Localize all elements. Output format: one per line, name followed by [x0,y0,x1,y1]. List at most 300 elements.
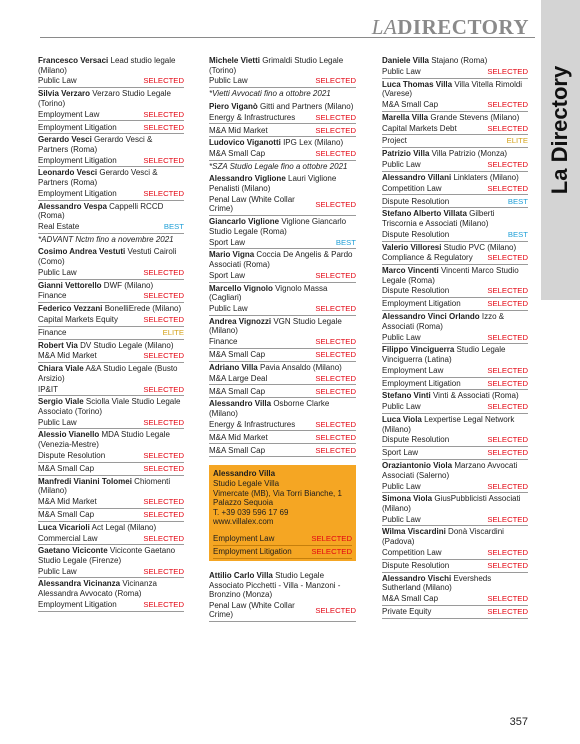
ranking-badge: BEST [507,196,528,206]
lawyer-entry [382,574,528,619]
page-number: 357 [509,716,528,728]
lawyer-entry [209,138,356,173]
practice-row [382,135,528,148]
practice-row [209,349,356,362]
practice-area: Employment Litigation [382,299,461,309]
lawyer-entry [382,527,528,572]
ranking-badge: SELECTED [487,332,528,342]
firm-name: Lexpertise Legal Network (Milano) [382,415,515,434]
lawyer-heading [209,363,356,373]
lawyer-name: Silvia Verzaro [38,89,91,99]
lawyer-heading [38,202,184,221]
practice-row [382,434,528,447]
practice-row [213,533,352,546]
firm-name: Vestuti Cairoli (Como) [38,247,177,266]
practice-area: Public Law [38,566,77,576]
lawyer-heading [382,312,528,331]
lawyer-entry [382,415,528,460]
ranking-badge: SELECTED [487,123,528,133]
ranking-badge: SELECTED [143,599,184,609]
lawyer-entry [38,523,184,546]
ranking-badge: SELECTED [487,99,528,109]
firm-name: VGN Studio Legale (Milano) [209,316,342,336]
lawyer-heading [382,209,528,228]
practice-row [38,599,184,612]
lawyer-name: Filippo Vinciguerra [382,345,455,355]
lawyer-entry [38,304,184,340]
firm-name: Gerardo Vesci & Partners (Roma) [38,135,153,154]
lawyer-entry [38,579,184,611]
firm-name: Vignolo Massa (Cagliari) [209,283,328,303]
practice-row [38,314,184,327]
lawyer-name: Attilio Carlo Villa [209,570,273,580]
practice-area: M&A Mid Market [38,351,97,361]
practice-area: Sport Law [209,270,246,280]
practice-row [209,303,356,316]
practice-area: Public Law [209,76,248,86]
ranking-badge: SELECTED [315,445,356,455]
firm-name: Verzaro Studio Legale (Torino) [38,89,171,108]
firm-name: Izzo & Associati (Roma) [382,312,505,331]
firm-name: Villa Patrizio (Monza) [429,149,508,159]
ranking-badge: SELECTED [487,593,528,603]
practice-row [38,450,184,463]
practice-row [209,385,356,398]
practice-row [38,188,184,201]
lawyer-name: Wilma Viscardini [382,527,446,537]
lawyer-heading [38,523,184,533]
firm-name: DWF (Milano) [101,280,154,290]
practice-area: Finance [38,291,67,301]
practice-area: Compliance & Regulatory [382,253,473,263]
lawyer-entry [38,135,184,167]
lawyer-heading [38,135,184,154]
practice-area: Finance [209,337,238,347]
ranking-badge: SELECTED [315,112,356,122]
lawyer-heading [38,168,184,187]
lawyer-heading [209,138,356,148]
lawyer-name: Simona Viola [382,494,433,504]
lawyer-entry [382,113,528,149]
ranking-badge: SELECTED [315,605,356,615]
lawyer-heading [209,317,356,336]
practice-area: Employment Law [38,109,100,119]
practice-row [38,221,184,234]
lawyer-heading [209,217,356,236]
lawyer-name: Marella Villa [382,112,429,122]
practice-row [38,121,184,134]
practice-row [209,124,356,137]
lawyer-entry [209,250,356,282]
lawyer-entry [382,266,528,311]
ranking-badge: SELECTED [487,253,528,263]
lawyer-heading [382,173,528,183]
practice-row [382,182,528,195]
ranking-badge: SELECTED [487,183,528,193]
practice-area: Competition Law [382,547,442,557]
firm-name: Viglione Giancarlo Studio Legale (Roma) [209,217,347,236]
firm-name: Grimaldi Studio Legale (Torino) [209,56,344,75]
practice-area: Dispute Resolution [38,450,106,460]
ranking-badge: SELECTED [311,547,352,557]
practice-area: Finance [38,327,67,337]
practice-row [382,365,528,378]
practice-row [382,159,528,172]
practice-row [382,547,528,560]
practice-row [38,75,184,88]
lawyer-name: Luca Thomas Villa [382,79,453,89]
ranking-badge: SELECTED [487,402,528,412]
lawyer-name: Alessandro Villa [209,399,272,409]
lawyer-entry [38,89,184,134]
ranking-badge: SELECTED [143,122,184,132]
practice-row [382,514,528,527]
lawyer-name: Ludovico Viganotti [209,138,281,148]
ranking-badge: SELECTED [487,378,528,388]
lawyer-name: Alessio Vianello [38,430,100,440]
ranking-badge: SELECTED [487,547,528,557]
ranking-badge: SELECTED [143,533,184,543]
practice-area: Public Law [382,160,421,170]
practice-row [382,480,528,493]
practice-area: Employment Litigation [38,122,117,132]
practice-area: Capital Markets Debt [382,123,457,133]
lawyer-heading [38,341,184,351]
lawyer-name: Cosimo Andrea Vestuti [38,247,126,257]
lawyer-heading [382,149,528,159]
practice-row [38,532,184,545]
practice-area: Energy & Infrastructures [209,419,296,429]
lawyer-heading [38,477,184,496]
lawyer-entry [38,364,184,396]
firm-name: Cappelli RCCD (Roma) [38,201,164,221]
lawyer-heading [382,415,528,434]
lawyer-heading [382,494,528,513]
ranking-badge: SELECTED [143,188,184,198]
practice-row [382,298,528,311]
practice-area: Public Law [382,481,421,491]
practice-area: Employment Litigation [382,378,461,388]
contact-line: Studio Legale Villa [213,479,280,488]
practice-row [382,606,528,619]
ranking-badge: SELECTED [143,509,184,519]
lawyer-heading [38,397,184,416]
practice-row [209,372,356,385]
practice-row [382,285,528,298]
ranking-badge: BEST [335,237,356,247]
lawyer-entry [38,477,184,522]
firm-name: Viciconte Gaetano Studio Legale (Firenze) [38,546,176,565]
practice-row [382,331,528,344]
ranking-badge: SELECTED [487,66,528,76]
firm-name: Vicinanza Alessandra Avvocato (Roma) [38,579,157,599]
lawyer-entry [38,56,184,88]
practice-row [38,509,184,522]
practice-area: M&A Small Cap [209,350,266,359]
practice-area: Employment Litigation [38,599,117,609]
lawyer-heading [209,571,356,600]
ranking-badge: SELECTED [487,299,528,309]
practice-area: Penal Law (White Collar Crime) [209,194,295,214]
lawyer-heading [209,102,356,112]
practice-row [209,419,356,432]
ranking-badge: SELECTED [143,463,184,473]
practice-row [209,444,356,457]
ranking-badge: ELITE [162,327,184,337]
practice-area: Real Estate [38,221,80,231]
practice-row [38,350,184,363]
firm-name: GiusPubblicisti Associati (Milano) [382,494,521,513]
lawyer-heading [38,247,184,266]
directory-logo [372,15,529,40]
contact-line: www.villalex.com [213,517,274,527]
practice-area: Dispute Resolution [382,196,450,206]
firm-name: Donà Viscardini (Padova) [382,527,504,547]
lawyer-heading [382,461,528,480]
ranking-badge: BEST [507,229,528,239]
side-tab-label: La Directory [547,65,572,195]
firm-name: Vinti & Associati (Roma) [430,391,519,401]
lawyer-name: Valerio Villoresi [382,242,442,252]
lawyer-name: Piero Viganò [209,101,258,111]
lawyer-heading [382,345,528,364]
ranking-badge: SELECTED [143,351,184,361]
lawyer-heading [382,80,528,99]
firm-name: Stajano (Roma) [429,56,488,65]
practice-row [38,496,184,509]
contact-line: Vimercate (MB), Via Torri Bianche, 1 [213,488,342,498]
practice-row [209,111,356,124]
practice-area: Public Law [382,332,421,342]
practice-row [382,99,528,112]
firm-name: Gerardo Vesci & Partners (Roma) [38,168,158,188]
lawyer-heading [382,574,528,593]
lawyer-name: Daniele Villa [382,56,429,65]
practice-area: Public Law [38,76,77,86]
lawyer-entry [382,461,528,493]
ranking-badge: SELECTED [487,514,528,524]
practice-area: Public Law [38,267,77,277]
lawyer-heading [382,266,528,285]
lawyer-entry [38,202,184,247]
column-1 [38,56,184,613]
lawyer-heading [38,89,184,108]
practice-row [209,600,356,623]
practice-area: Commercial Law [38,533,98,543]
lawyer-entry [38,281,184,304]
ranking-badge: BEST [163,221,184,231]
ranking-badge: SELECTED [315,337,356,347]
note-text: *Vietti Avvocati fino a ottobre 2021 [209,89,331,99]
lawyer-entry [209,56,356,101]
ranking-badge: SELECTED [143,314,184,324]
practice-row [382,401,528,414]
ranking-badge: SELECTED [315,432,356,442]
ranking-badge: SELECTED [315,270,356,280]
practice-area: Private Equity [382,606,432,616]
lawyer-name: Stefano Vinti [382,391,431,401]
lawyer-entry [209,571,356,622]
lawyer-entry [209,284,356,316]
lawyer-name: Alessandro Vinci Orlando [382,312,480,322]
practice-area: Dispute Resolution [382,435,450,445]
ranking-badge: SELECTED [315,149,356,159]
lawyer-name: Chiara Viale [38,364,84,374]
firm-name: DV Studio Legale (Milano) [77,340,174,350]
practice-area: M&A Small Cap [38,509,95,519]
ranking-badge: SELECTED [315,199,356,209]
practice-row [209,336,356,349]
lawyer-heading [382,391,528,401]
ranking-badge: SELECTED [143,76,184,86]
ranking-badge: SELECTED [143,384,184,394]
practice-row [382,560,528,573]
practice-area: Project [382,136,407,146]
column-3 [382,56,528,620]
firm-name: Studio PVC (Milano) [441,242,517,252]
practice-area: Employment Litigation [213,547,292,557]
lawyer-name: Alessandra Vicinanza [38,579,121,589]
lawyer-entry [209,399,356,457]
firm-name: Chiomenti (Milano) [38,476,171,496]
practice-row [38,565,184,578]
firm-name: Coccia De Angelis & Pardo Associati (Roma) [209,250,353,269]
lawyer-heading [382,113,528,123]
lawyer-entry [382,173,528,209]
note-text: *ADVANT Nctm fino a novembre 2021 [38,234,174,244]
lawyer-entry [209,217,356,249]
lawyer-name: Alessandro Villa [213,469,276,479]
practice-area: Employment Law [382,365,444,375]
lawyer-entry [209,317,356,362]
practice-row [38,154,184,167]
firm-name: Grande Stevens (Milano) [428,112,520,122]
lawyer-heading [209,250,356,269]
lawyer-heading [38,281,184,291]
firm-name: Gitti and Partners (Milano) [257,101,354,111]
ranking-badge: SELECTED [487,365,528,375]
lawyer-entry [382,149,528,172]
lawyer-entry [38,546,184,578]
ranking-badge: SELECTED [487,286,528,296]
practice-area: Employment Law [213,534,275,544]
practice-area: Dispute Resolution [382,286,450,296]
practice-area: M&A Mid Market [38,496,97,506]
ranking-badge: SELECTED [143,566,184,576]
ranking-badge: SELECTED [487,448,528,458]
lawyer-name: Federico Vezzani [38,304,103,314]
lawyer-entry [382,243,528,266]
practice-area: Competition Law [382,183,442,193]
practice-row [209,431,356,444]
practice-row [209,148,356,161]
lawyer-entry [382,80,528,112]
ranking-badge: SELECTED [315,303,356,313]
firm-name: BonelliErede (Milano) [102,304,182,314]
firm-name: Linklaters (Milano) [451,172,519,182]
firm-name: Eversheds Sutherland (Milano) [382,573,492,593]
practice-row [209,236,356,249]
practice-area: Public Law [382,66,421,76]
lawyer-name: Gaetano Viciconte [38,546,108,556]
lawyer-heading [209,56,356,75]
lawyer-heading [38,364,184,383]
ranking-badge: SELECTED [143,291,184,301]
lawyer-name: Oraziantonio Viola [382,461,453,471]
practice-area: Energy & Infrastructures [209,112,296,122]
practice-area: Employment Litigation [38,155,117,165]
lawyer-name: Alessandro Viglione [209,174,286,184]
lawyer-name: Adriano Villa [209,362,258,372]
practice-area: Public Law [209,303,248,313]
ranking-badge: SELECTED [143,109,184,119]
lawyer-name: Gianni Vettorello [38,280,102,290]
firm-name: A&A Studio Legale (Busto Arsizio) [38,364,178,383]
practice-row [382,252,528,265]
lawyer-heading [209,174,356,193]
lawyer-name: Giancarlo Viglione [209,217,280,227]
firm-name: MDA Studio Legale (Venezia-Mestre) [38,430,170,450]
lawyer-name: Mario Vigna [209,250,255,260]
logo-directory: DIRECTORY [397,15,529,39]
lawyer-heading [38,56,184,75]
lawyer-entry [382,56,528,79]
practice-row [382,229,528,242]
lawyer-name: Stefano Alberto Villata [382,209,467,219]
note-text: *SZA Studio Legale fino a ottobre 2021 [209,161,348,171]
practice-row [38,417,184,430]
lawyer-heading [38,304,184,314]
practice-row [382,66,528,79]
lawyer-entry [209,174,356,216]
ranking-badge: SELECTED [143,496,184,506]
column-2 [209,56,356,623]
lawyer-entry [38,430,184,475]
practice-row [38,290,184,303]
firm-name: Studio Legale Vinciguerra (Latina) [382,345,506,364]
firm-name: Studio Legale Associato Picchetti - Villa - Manzoni - Bronzino (Monza) [209,570,341,600]
logo-la: LA [371,15,398,39]
lawyer-name: Robert Via [38,340,78,350]
practice-row [382,122,528,135]
practice-area: Penal Law (White Collar Crime) [209,600,295,620]
lawyer-entry [38,168,184,200]
firm-name: IPG Lex (Milano) [280,138,344,148]
lawyer-name: Marco Vincenti [382,266,439,276]
lawyer-name: Leonardo Vesci [38,168,98,178]
practice-area: M&A Small Cap [382,593,439,603]
firm-name: Vincenti Marco Studio Legale (Roma) [382,266,519,285]
practice-area: M&A Large Deal [209,373,268,383]
lawyer-name: Luca Viola [382,415,422,425]
practice-area: M&A Small Cap [209,445,266,455]
ranking-badge: SELECTED [315,386,356,396]
ranking-badge: SELECTED [487,481,528,491]
lawyer-name: Luca Vicarioli [38,522,90,532]
lawyer-name: Francesco Versaci [38,56,109,65]
practice-row [209,75,356,88]
practice-row [38,383,184,396]
ranking-badge: SELECTED [315,125,356,135]
ranking-badge: SELECTED [311,534,352,544]
practice-row [38,327,184,340]
ranking-badge: SELECTED [143,267,184,277]
lawyer-entry [209,363,356,399]
practice-row [382,447,528,460]
practice-row [38,267,184,280]
practice-area: Dispute Resolution [382,229,450,239]
contact-line: Palazzo Sequoia [213,498,274,508]
